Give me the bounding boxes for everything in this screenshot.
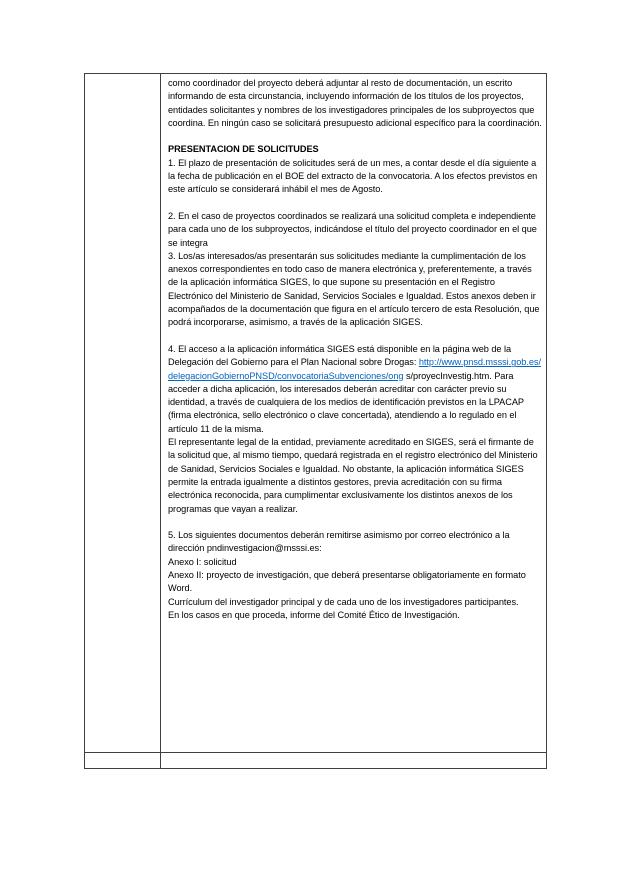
section-heading: PRESENTACION DE SOLICITUDES	[168, 144, 319, 155]
blank-line	[168, 197, 542, 210]
paragraph	[168, 343, 542, 436]
paragraph: El representante legal de la entidad, previamente acreditado en SIGES, será el firmante de la solicitud que, al mismo tiempo, quedará registrada en el registro electrónico del Ministerio de Sanidad, Servicios Sociales e Igualdad. No obstante, la aplicación informática SIGES permite la entrada igualmente a distintos gestores, previa acreditación con su firma electrónica reconocida, para cumplimentar exclusivamente los distintos anexos de los programas que vayan a realizar.	[168, 437, 538, 514]
table-cell-left	[85, 74, 161, 753]
paragraph: En los casos en que proceda, informe del Comité Ético de Investigación.	[168, 609, 460, 620]
paragraph: 2. En el caso de proyectos coordinados se realizará una solicitud completa e independiente para cada uno de los subproyectos, indicándose el título del proyecto coordinador en el que se integra	[168, 210, 537, 248]
paragraph: Anexo II: proyecto de investigación, que deberá presentarse obligatoriamente en formato Word.	[168, 569, 526, 594]
table-cell-content	[161, 74, 546, 753]
content-table	[84, 73, 547, 769]
paragraph: 1. El plazo de presentación de solicitudes será de un mes, a contar desde el día siguiente a la fecha de publicación en el BOE del extracto de la convocatoria. A los efectos previstos en este artículo se considerará inhábil el mes de Agosto.	[168, 157, 538, 195]
paragraph: 3. Los/as interesados/as presentarán sus solicitudes mediante la cumplimentación de los anexos correspondientes en todo caso de manera electrónica y, preferentemente, a través de la aplicación informática SIGES, lo que supone su presentación en el Registro Electrónico del Ministerio de Sanidad, Servicios Sociales e Igualdad. Estos anexos deben ir acompañados de la documentación que figura en el artículo tercero de esta Resolución, que podrá incorporarse, asimismo, a través de la aplicación SIGES.	[168, 250, 540, 328]
table-cell-bottom-content	[161, 753, 546, 768]
document-text-blocks	[168, 77, 542, 622]
blank-line	[168, 330, 542, 343]
blank-line	[168, 516, 542, 529]
paragraph: Anexo I: solicitud	[168, 556, 237, 567]
blank-line	[168, 130, 542, 143]
paragraph: como coordinador del proyecto deberá adjuntar al resto de documentación, un escrito informando de esta circunstancia, incluyendo información de los títulos de los proyectos, entidades solicitantes y nombres de los investigadores principales de los subproyectos que coordina. En ningún caso se solicitará presupuesto adicional específico para la coordinación.	[168, 78, 542, 128]
table-cell-bottom-left	[85, 753, 161, 768]
paragraph: 5. Los siguientes documentos deberán remitirse asimismo por correo electrónico a la dirección pndinvestigacion@msssi.es:	[168, 530, 510, 554]
text-run: s/proyecInvestig.htm. Para acceder a dicha aplicación, los interesados deberán acreditar con carácter previo su identidad, a través de cualquiera de los medios de identificación previstos en la LPACAP (firma electrónica, sello electrónico o clave concertada), atendiendo a lo regulado en el artículo 11 de la misma.	[168, 370, 524, 434]
siges-url-link[interactable]: http://www.pnsd.msssi.gob.es/delegacionGobiernoPNSD/convocatoriaSubvenciones/ong	[168, 357, 541, 381]
paragraph: Currículum del investigador principal y de cada uno de los investigadores participantes.	[168, 596, 519, 607]
text-run: 4. El acceso a la aplicación informática SIGES está disponible en la página web de la Delegación del Gobierno para el Plan Nacional sobre Drogas:	[168, 343, 512, 368]
